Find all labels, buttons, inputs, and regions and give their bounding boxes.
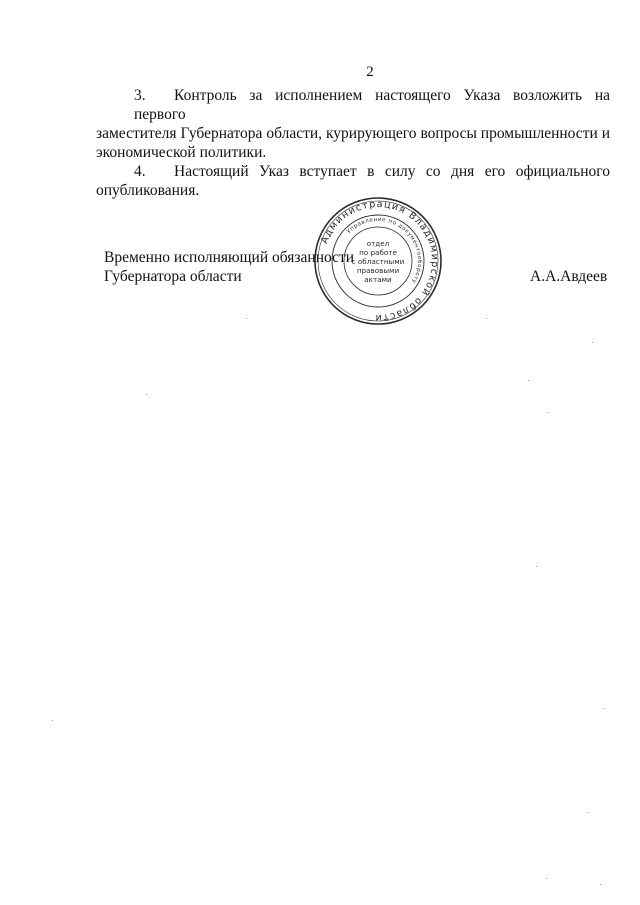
- paragraph-3-first-line: [96, 86, 610, 124]
- scan-speck: [592, 342, 593, 343]
- stamp-center-line: по работе: [359, 248, 397, 257]
- paragraph-3-first-line-text: Контроль за исполнением настоящего Указа возложить на первого: [134, 87, 610, 123]
- stamp-center-line: отдел: [366, 239, 390, 248]
- official-stamp: [312, 195, 444, 327]
- scan-speck: [548, 412, 549, 413]
- scan-speck: [528, 380, 529, 381]
- stamp-center-line: актами: [364, 275, 392, 284]
- stamp-center-text: [352, 239, 405, 284]
- scan-speck: [146, 394, 147, 395]
- stamp-center-line: с областными: [351, 257, 405, 266]
- signature-position-line1: Временно исполняющий обязанности: [104, 249, 355, 266]
- paragraph-4-rest: опубликования.: [96, 182, 200, 199]
- scan-speck: [52, 720, 53, 721]
- paragraph-4-first-line-text: Настоящий Указ вступает в силу со дня его официального: [174, 163, 610, 180]
- scan-speck: [536, 566, 537, 567]
- signature-name: А.А.Авдеев: [530, 268, 608, 285]
- scan-speck: [246, 318, 247, 319]
- signature-position-line2: Губернатора области: [104, 268, 242, 285]
- scan-speck: [588, 812, 589, 813]
- page-number: 2: [366, 64, 374, 80]
- stamp-outer-text: Администрация Владимирской области: [319, 198, 441, 324]
- paragraph-4-first-line: [96, 162, 610, 181]
- scan-speck: [546, 878, 547, 879]
- paragraph-4-number: 4.: [134, 163, 146, 180]
- paragraph-3: [96, 86, 610, 162]
- paragraph-3-rest: заместителя Губернатора области, курирующего вопросы промышленности и экономической политики.: [96, 125, 610, 161]
- scan-speck: [604, 708, 605, 709]
- stamp-inner-ring-text: Управление по документообороту: [346, 216, 423, 285]
- scan-speck: [486, 318, 487, 319]
- scan-speck: [600, 884, 601, 885]
- stamp-center-line: правовыми: [356, 266, 400, 275]
- document-body: [96, 86, 610, 200]
- paragraph-3-number: 3.: [134, 87, 146, 104]
